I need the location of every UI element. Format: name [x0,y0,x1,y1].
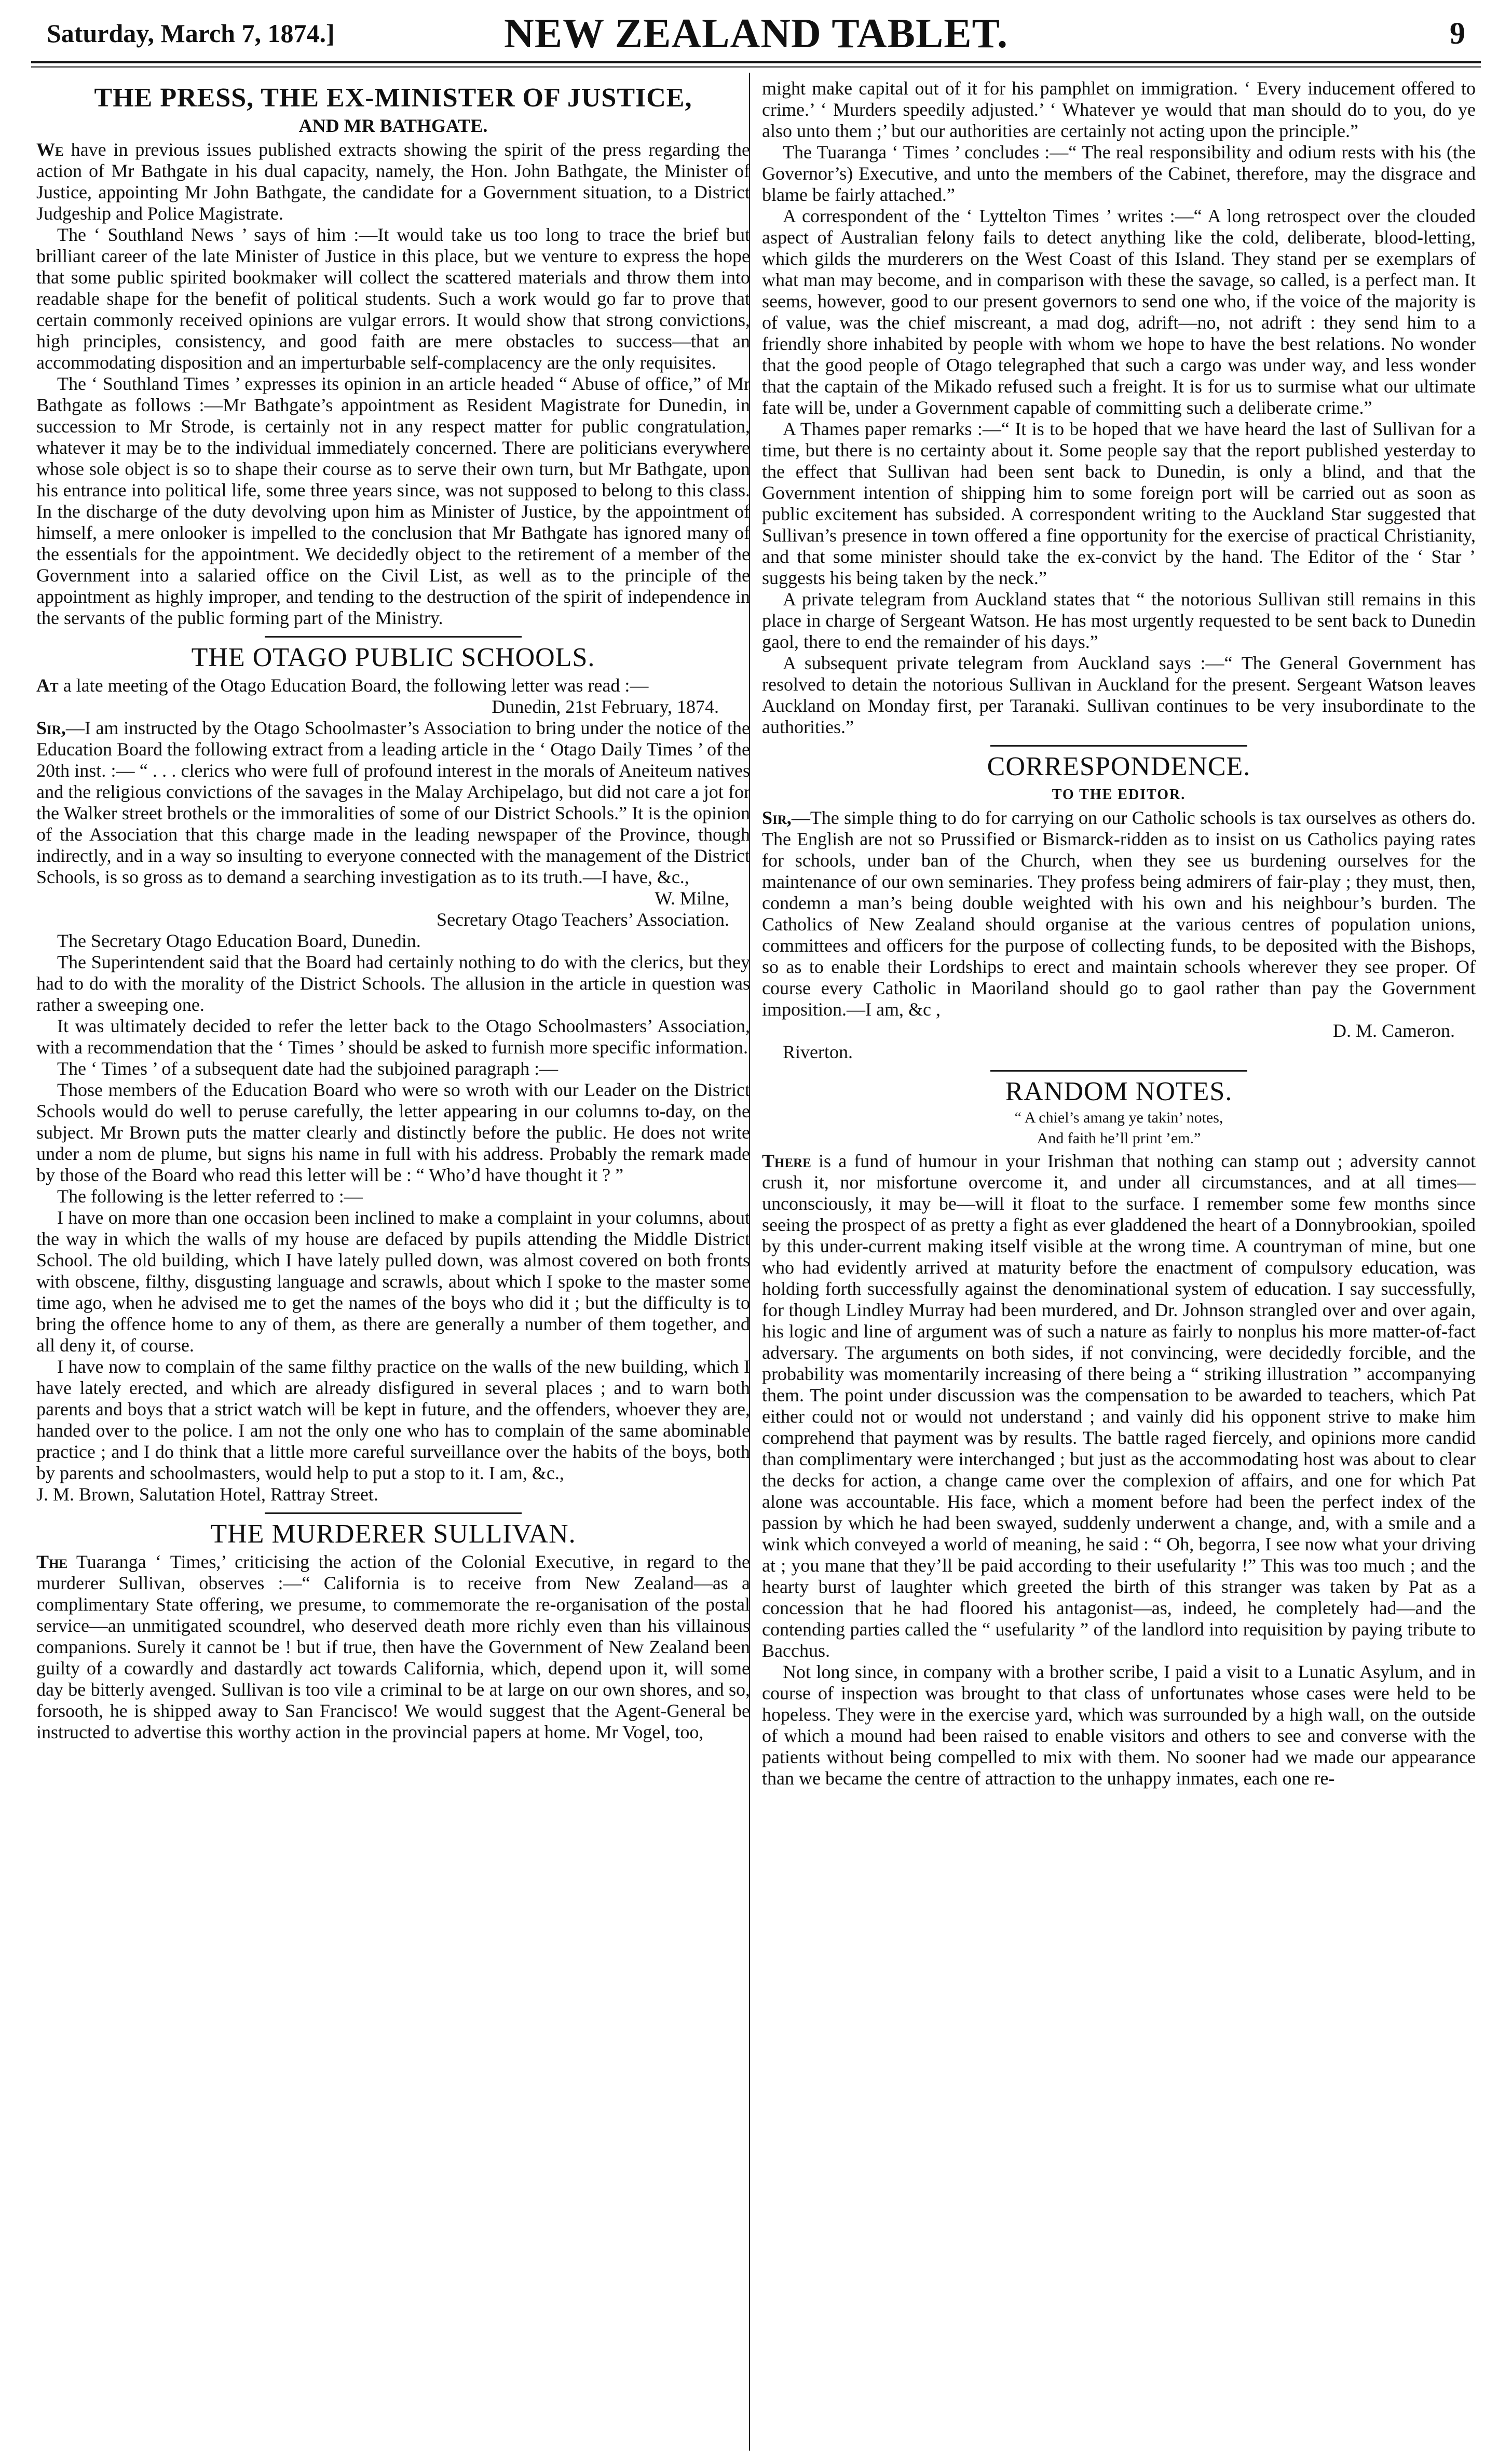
otago-paragraph-2: The Superintendent said that the Board had certainly nothing to do with the clerics, but they had to do with the morality of the District Schools. The allusion in the article in question was rather a sweeping one. [36,952,750,1015]
otago-paragraph-3: It was ultimately decided to refer the letter back to the Otago Schoolmasters’ Association, with a recommendation that the ‘ Times ’ should be asked to furnish more specific information. [36,1016,750,1058]
press-paragraph-1 [36,139,750,224]
sullivan-continued-2: The Tuaranga ‘ Times ’ concludes :—“ The real responsibility and odium rests with his (the Governor’s) Executive, and unto the members of the Cabinet, therefore, may the disgrace and blame be fairly attached.” [762,142,1476,205]
letter-signature-name: W. Milne, [655,888,729,909]
epigraph-line-2: And faith he’ll print ’em.” [1037,1130,1201,1147]
masthead [31,8,1481,57]
random-paragraph-1 [762,1151,1476,1661]
article-title-random-notes: RANDOM NOTES. [1005,1077,1233,1106]
drop-word: We [36,139,64,160]
newspaper-title: NEW ZEALAND TABLET. [503,11,1009,57]
article-title-correspondence: CORRESPONDENCE. [987,752,1251,781]
sullivan-continued-3: A correspondent of the ‘ Lyttelton Times ’ writes :—“ A long retrospect over the clouded aspect of Australian felony fails to detect anything like the cold, deliberate, blood-letting, which gilds the murderers on the West Coast of this Island. They stand per se exemplars of what man may become, and in comparison with these the savage, so called, is a perfect man. It seems, however, good to our present governors to send one who, if the voice of the majority is of value, was the chief miscreant, a mad dog, adrift—no, not adrift : they send him to a friendly shore inhabited by people with whom we hope to have the best relations. No wonder that the good people of Otago telegraphed that such a cargo was under way, and less wonder that the captain of the Mikado refused such a freight. It is for us to surmise what our ultimate fate will be, under a Government capable of committing such a deliberate crime.” [762,206,1476,418]
sullivan-continued-1: might make capital out of it for his pamphlet on immigration. ‘ Every inducement offered to crime.’ ‘ Murders speedily adjusted.’ ‘ Whatever ye would that man should do to you, do ye also unto them ;’ but our authorities are certainly not acting upon the principle.” [762,78,1476,141]
masthead-rule-thick [31,61,1481,63]
to-the-editor: TO THE EDITOR. [1052,787,1186,803]
page-number: 9 [1450,16,1465,50]
sullivan-continued-5: A private telegram from Auckland states that “ the notorious Sullivan still remains in this place in charge of Sergeant Watson. He has most urgently requested to be sent back to Dunedin gaol, there to end the remainder of his days.” [762,589,1476,652]
article-title-otago: THE OTAGO PUBLIC SCHOOLS. [191,643,595,672]
press-paragraph-2: The ‘ Southland News ’ says of him :—It would take us too long to trace the brief but brilliant career of the late Minister of Justice in this place, but we venture to express the hope that some public spirited bookmaker will collect the scattered materials and throw them into readable shape for the benefit of political students. Such a work would go far to prove that certain commonly received opinions are vulgar errors. It would show that strong convictions, high principles, consistency, and good faith are mere obstacles to success—that an accommodating disposition and an imperturbable self-complacency are the only requisites. [36,224,750,373]
article-title-sullivan: THE MURDERER SULLIVAN. [210,1519,576,1549]
issue-date: Saturday, March 7, 1874.] [47,19,335,48]
left-column [36,78,750,2445]
salutation: Sir, [762,807,792,828]
otago-letter-signature: J. M. Brown, Salutation Hotel, Rattray Street. [36,1484,378,1505]
letter-body-text: —I am instructed by the Otago Schoolmaster’s Association to bring under the notice of the Education Board the following extract from a leading article in the ‘ Otago Daily Times ’ of the 20th inst. :— “ . . . clerics who were full of profound interest in the morals of Aneiteum natives and the religious convictions of the savages in the Malay Archipelago, but did not care a jot for the Walker street brothels or the immoralities of some of our District Schools.” It is the opinion of the Association that this charge made in the leading newspaper of the Province, though indirectly, and in a way so insulting to everyone connected with the management of the District Schools, is so gross as to demand a searching investigation as to its truth.—I have, &c., [36,718,750,887]
correspondence-place: Riverton. [783,1042,853,1062]
press-paragraph-1-text: have in previous issues published extracts showing the spirit of the press regarding the action of Mr Bathgate in his dual capacity, namely, the Hon. John Bathgate, the Minister of Justice, appointing Mr John Bathgate, the candidate for a Government situation, to a District Judgeship and Police Magistrate. [36,139,750,224]
letter-signature-title: Secretary Otago Teachers’ Association. [437,909,729,930]
letter-dateline: Dunedin, 21st February, 1874. [492,696,719,717]
otago-paragraph-1 [36,675,750,696]
section-separator [265,1512,522,1514]
sullivan-continued-4: A Thames paper remarks :—“ It is to be hoped that we have heard the last of Sullivan for a time, but there is no certainty about it. Some people say that the report published yesterday to the effect that Sullivan had been sent back to Dunedin, is only a blind, and that the Government intention of shipping him to some foreign port will be carried out as soon as public excitement has subsided. A correspondent writing to the Auckland Star suggested that Sullivan’s presence in town offered a fine opportunity for the exercise of practical Christianity, and that some minister should take the ex-convict by the hand. The Editor of the ‘ Star ’ suggests his being taken by the neck.” [762,418,1476,588]
section-separator [990,745,1247,747]
otago-paragraph-8: I have now to complain of the same filthy practice on the walls of the new building, which I have lately erected, and which are already disfigured in several places ; and to warn both parents and boys that a strict watch will be kept in future, and the offenders, whoever they are, handed over to the police. I am not the only one who has to complain of the same abominable practice ; and I do think that a little more careful surveillance over the habits of the boys, both by parents and schoolmasters, would help to put a stop to it. I am, &c., [36,1356,750,1483]
section-separator [265,636,522,638]
sullivan-paragraph-1 [36,1551,750,1743]
drop-word: The [36,1551,68,1572]
correspondence-signature: D. M. Cameron. [1333,1020,1455,1041]
epigraph-line-1: “ A chiel’s amang ye takin’ notes, [1014,1109,1223,1126]
random-paragraph-2: Not long since, in company with a brother scribe, I paid a visit to a Lunatic Asylum, and in course of inspection was brought to that class of unfortunates whose cases were held to be hopeless. They were in the exercise yard, which was surrounded by a high wall, on the outside of which a mound had been raised to enable visitors and others to see and converse with the patients without being compelled to mix with them. No sooner had we made our appearance than we became the centre of attraction to the unhappy inmates, each one re- [762,1661,1476,1789]
correspondence-body-text: —The simple thing to do for carrying on our Catholic schools is tax ourselves as others do. The English are not so Prussified or Bismarck-ridden as to insist on us Catholics paying rates for schools, under ban of the Church, when they see us burdening ourselves for the maintenance of our own seminaries. They profess being admirers of fair-play ; they must, then, condemn a man’s being double weighted with his own and his neighbour’s burden. The Catholics of New Zealand should organise at the various centres of population unions, committees and officers for the purpose of collecting funds, to be deposited with the Bishops, so as to enable their Lordships to erect and maintain schools wherever they see proper. Of course every Catholic in Maoriland should go to gaol rather than pay the Government imposition.—I am, &c , [762,807,1476,1020]
sullivan-paragraph-1-text: Tuaranga ‘ Times,’ criticising the action of the Colonial Executive, in regard to the murderer Sullivan, observes :—“ California is to receive from New Zealand—as a complimentary State offering, we presume, to commemorate the re-organisation of the postal service—an unmitigated scoundrel, who deserved death more richly even than his villainous companions. Surely it cannot be ! but if true, then have the Government of New Zealand been guilty of a cowardly and dastardly act towards California, which, depend upon it, will some day be bitterly avenged. Sullivan is too vile a criminal to be at large on our own shores, and so, forsooth, he is shipped away to San Francisco! We would suggest that the Agent-General be instructed to advertise this worthy action in the provincial papers at home. Mr Vogel, too, [36,1551,750,1742]
otago-paragraph-5: Those members of the Education Board who were so wroth with our Leader on the District Schools would do well to peruse carefully, the letter appearing in our columns to-day, on the subject. Mr Brown puts the matter clearly and distinctly before the public. He does not write under a nom de plume, but signs his name in full with his address. Probably the remark made by those of the Board who read this letter will be : “ Who’d have thought it ? ” [36,1079,750,1185]
section-separator [990,1070,1247,1072]
right-column [762,78,1476,2445]
article-title-press: THE PRESS, THE EX-MINISTER OF JUSTICE, [94,83,692,113]
random-paragraph-1-text: is a fund of humour in your Irishman that nothing can stamp out ; adversity cannot crush it, nor misfortune overcome it, and under all circumstances, and at all times—unconsciously, it may be—will it float to the surface. I remember some few months since seeing the prospect of as pretty a fight as ever gladdened the heart of a Donnybrookian, spoiled by this under-current making itself visible at the wrong time. A countryman of mine, but one who had evidently arrived at maturity before the enactment of compulsory education, was holding forth successfully against the denominational system of education. I say successfully, for though Lindley Murray had been murdered, and Dr. Johnson strangled over and over again, his logic and line of argument was of such a nature as fairly to nonplus his more matter-of-fact adversary. The arguments on both sides, if not convincing, were decidedly forcible, and the probability was momentarily increasing of there being a “ striking illustration ” accompanying them. The point under discussion was the compensation to be awarded to teachers, which Pat either could not or would not understand ; and vainly did his opponent strive to make him comprehend that payment was by results. The battle raged fiercely, and opinions more candid than complimentary were interchanged ; but just as the accommodating host was about to clear the decks for action, a change came over the complexion of affairs, and one for which Pat alone was accountable. His face, which a moment before had been the perfect index of the passion by which he had been swayed, suddenly underwent a change, and, with a smile and a wink which conveyed a world of meaning, he said : “ Oh, begorra, I see now what your driving at ; you mane that they’ll be paid according to their usefularity !” This was too much ; and the hearty burst of laughter which greeted the birth of this stranger was taken by Pat as a concession that he had floored his antagonist—as, indeed, he completely had—and the contending parties called the “ usefularity ” of the landlord into requisition by paying tribute to Bacchus. [762,1151,1476,1661]
otago-paragraph-1-text: a late meeting of the Otago Education Board, the following letter was read :— [63,675,649,696]
otago-paragraph-4: The ‘ Times ’ of a subsequent date had the subjoined paragraph :— [57,1058,559,1079]
letter-body [36,718,750,888]
masthead-rule-thin [31,66,1481,67]
otago-paragraph-6: The following is the letter referred to :— [57,1186,363,1207]
salutation: Sir, [36,718,66,738]
article-subtitle-press: AND MR BATHGATE. [298,115,488,136]
drop-word: At [36,675,59,696]
sullivan-continued-6: A subsequent private telegram from Auckland says :—“ The General Government has resolved to detain the notorious Sullivan in Auckland for the present. Sergeant Watson leaves Auckland on Monday first, per Taranaki. Sullivan continues to be very insubordinate to the authorities.” [762,653,1476,737]
otago-paragraph-7: I have on more than one occasion been inclined to make a complaint in your columns, about the way in which the walls of my house are defaced by pupils attending the Middle District School. The old building, which I have lately pulled down, was almost covered on both fronts with obscene, filthy, disgusting language and scrawls, about which I spoke to the master some time ago, when he advised me to get the names of the boys who did it ; but the difficulty is to bring the offence home to any of them, as there are generally a number of them together, and all deny it, of course. [36,1207,750,1356]
correspondence-body [762,807,1476,1020]
press-paragraph-3: The ‘ Southland Times ’ expresses its opinion in an article headed “ Abuse of office,” of Mr Bathgate as follows :—Mr Bathgate’s appointment as Resident Magistrate for Dunedin, in succession to Mr Strode, is certainly not in any respect matter for public congratulation, whatever it may be to the individual immediately concerned. There are politicians everywhere whose sole object is so to shape their course as to serve their own turn, but Mr Bathgate, upon his entrance into political life, some three years since, was not supposed to belong to this class. In the discharge of the duty devolving upon him as Minister of Justice, by the appointment of himself, a mere onlooker is impelled to the conclusion that Mr Bathgate has ignored many of the essentials for the appointment. We decidedly object to the retirement of a member of the Government into a salaried office on the Civil List, as well as to the principle of the appointment as highly improper, and tending to the destruction of the spirit of independence in the servants of the public forming part of the Ministry. [36,373,750,628]
drop-word: There [762,1151,811,1171]
letter-addressee: The Secretary Otago Education Board, Dunedin. [57,930,421,951]
